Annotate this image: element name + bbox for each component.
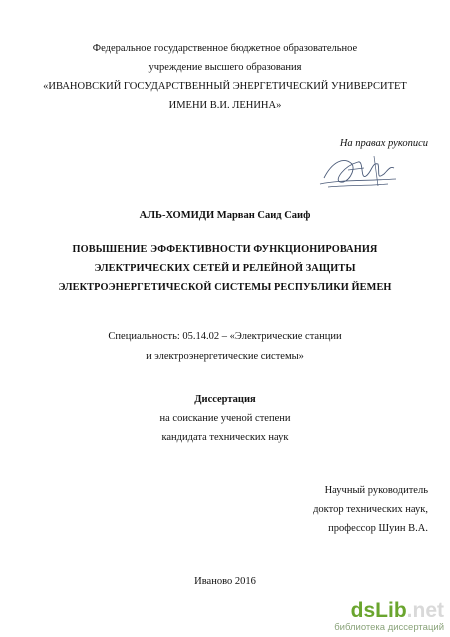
header-line-1: Федеральное государственное бюджетное образовательное	[92, 43, 358, 54]
advisor-line-2: доктор технических наук,	[313, 504, 428, 515]
header-line-2: учреждение высшего образования	[148, 62, 302, 73]
handwritten-signature	[318, 150, 398, 194]
logo-part-2: .net	[406, 599, 444, 622]
watermark-subtitle: библиотека диссертаций	[334, 622, 444, 633]
rights-note: На правах рукописи	[339, 138, 428, 149]
header-line-4: ИМЕНИ В.И. ЛЕНИНА»	[168, 100, 282, 111]
advisor-line-3: профессор Шуин В.А.	[328, 523, 428, 534]
logo-part-1: dsLib	[350, 599, 407, 622]
specialty-line-1: Специальность: 05.14.02 – «Электрические станции	[108, 331, 342, 342]
dissertation-label: Диссертация	[194, 394, 256, 405]
advisor-line-1: Научный руководитель	[324, 485, 428, 496]
dissertation-line-1: на соискание ученой степени	[159, 413, 291, 424]
author-name: АЛЬ-ХОМИДИ Марван Саид Саиф	[139, 210, 311, 221]
city-year: Иваново 2016	[194, 576, 256, 587]
header-line-3: «ИВАНОВСКИЙ ГОСУДАРСТВЕННЫЙ ЭНЕРГЕТИЧЕСКИЙ УНИВЕРСИТЕТ	[43, 81, 407, 92]
dslib-watermark	[329, 600, 444, 633]
title-line-3: ЭЛЕКТРОЭНЕРГЕТИЧЕСКОЙ СИСТЕМЫ РЕСПУБЛИКИ ЙЕМЕН	[58, 282, 392, 293]
title-line-2: ЭЛЕКТРИЧЕСКИХ СЕТЕЙ И РЕЛЕЙНОЙ ЗАЩИТЫ	[94, 263, 356, 274]
specialty-line-2: и электроэнергетические системы»	[146, 351, 304, 362]
dissertation-line-2: кандидата технических наук	[161, 432, 289, 443]
dslib-logo	[329, 600, 444, 622]
title-line-1: ПОВЫШЕНИЕ ЭФФЕКТИВНОСТИ ФУНКЦИОНИРОВАНИЯ	[72, 244, 378, 255]
